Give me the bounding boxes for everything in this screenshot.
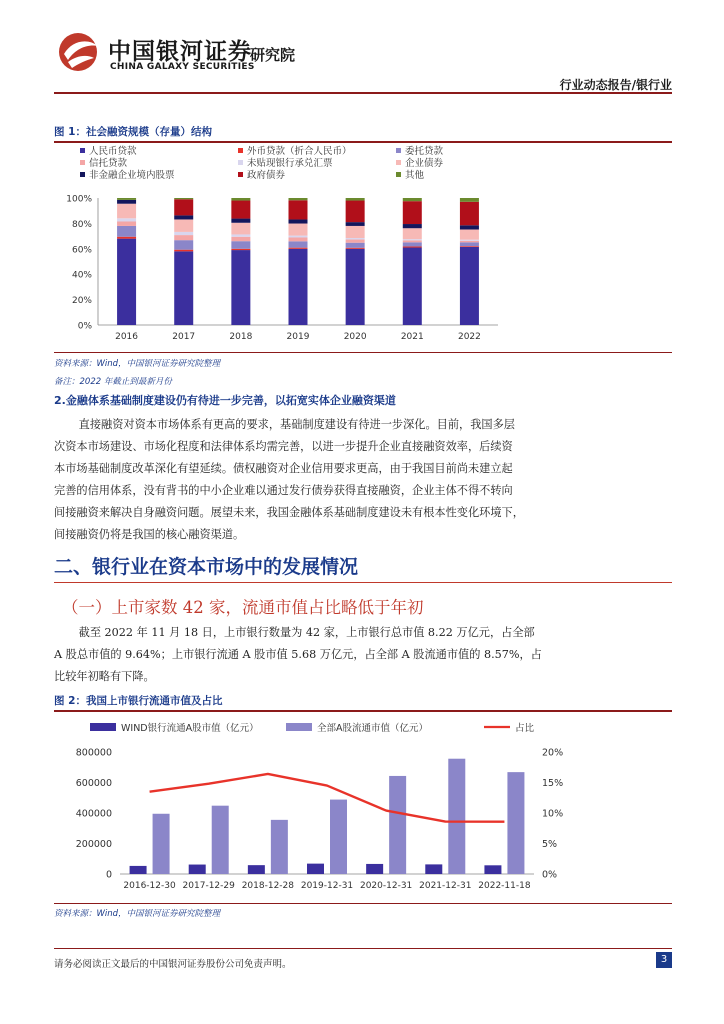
- legend-swatch: [238, 148, 243, 153]
- bar-segment: [346, 248, 365, 249]
- legend-swatch: [396, 172, 401, 177]
- galaxy-logo-icon: [54, 30, 104, 74]
- bar-segment: [289, 200, 308, 219]
- bar-segment: [289, 241, 308, 247]
- bar-segment: [289, 224, 308, 236]
- bar: [130, 866, 147, 874]
- bar: [389, 776, 406, 874]
- legend-label: 企业债券: [405, 158, 444, 169]
- x-tick-label: 2016-12-30: [123, 881, 176, 891]
- bar-segment: [231, 250, 250, 325]
- legend-swatch: [286, 723, 312, 731]
- legend-label: WIND银行流通A股市值（亿元）: [121, 723, 259, 734]
- y-tick-label: 80%: [71, 219, 92, 230]
- y-tick-label: 60%: [71, 245, 92, 256]
- x-tick-label: 2017: [172, 332, 196, 342]
- report-type: 行业动态报告/银行业: [559, 78, 672, 92]
- legend-swatch: [238, 160, 243, 165]
- bar-segment: [231, 234, 250, 236]
- bar-segment: [403, 242, 422, 246]
- legend-swatch: [80, 148, 85, 153]
- bar-segment: [346, 240, 365, 243]
- section-paragraph: [54, 622, 672, 688]
- y-tick-label: 0%: [77, 321, 92, 332]
- bar-segment: [346, 243, 365, 248]
- legend-swatch: [238, 172, 243, 177]
- x-tick-label: 2022: [457, 332, 481, 342]
- bar-segment: [460, 242, 479, 246]
- bar-segment: [346, 226, 365, 238]
- bar: [448, 759, 465, 874]
- bar-segment: [117, 218, 136, 221]
- y-right-tick-label: 15%: [542, 778, 564, 789]
- bar-segment: [403, 224, 422, 228]
- x-tick-label: 2019-12-31: [300, 881, 354, 891]
- bar-segment: [174, 251, 193, 325]
- bar-segment: [403, 248, 422, 325]
- bar-segment: [289, 236, 308, 238]
- bar-segment: [231, 249, 250, 250]
- paragraph-line: 直接融资对资本市场体系有更高的要求，基础制度建设有待进一步深化。目前，我国多层: [78, 418, 515, 431]
- x-tick-label: 2018-12-28: [241, 881, 295, 891]
- legend-swatch: [80, 160, 85, 165]
- paragraph-line: 次资本市场建设、市场化程度和法律体系均需完善，以进一步提升企业直接融资效率，后续资: [54, 440, 513, 453]
- bar-segment: [460, 229, 479, 239]
- figure1-source: 资料来源：Wind，中国银河证券研究院整理: [54, 359, 221, 369]
- bar-segment: [403, 228, 422, 239]
- bar: [307, 864, 324, 874]
- bar-segment: [231, 237, 250, 241]
- legend-label: 未贴现银行承兑汇票: [247, 158, 333, 169]
- bar-segment: [403, 239, 422, 240]
- y-left-tick-label: 600000: [75, 778, 112, 789]
- bar-segment: [289, 237, 308, 241]
- bar-segment: [174, 198, 193, 199]
- y-tick-label: 20%: [71, 296, 92, 307]
- y-left-tick-label: 0: [105, 869, 112, 881]
- bar-segment: [346, 201, 365, 223]
- bar-segment: [346, 238, 365, 240]
- bar-segment: [460, 247, 479, 325]
- legend-swatch: [90, 723, 116, 731]
- bar-segment: [117, 237, 136, 239]
- subsection-paragraph: [54, 414, 672, 546]
- bar: [189, 865, 206, 874]
- legend-label: 信托贷款: [89, 158, 128, 169]
- figure1-title: 图 1：社会融资规模（存量）结构: [54, 126, 212, 138]
- x-tick-label: 2020: [343, 332, 367, 342]
- bar-segment: [174, 240, 193, 250]
- y-tick-label: 40%: [71, 270, 92, 281]
- bar-segment: [174, 199, 193, 215]
- x-tick-label: 2018: [229, 332, 253, 342]
- figure1-chart: [54, 144, 672, 350]
- bar-segment: [460, 225, 479, 229]
- bar-segment: [460, 202, 479, 225]
- bar-segment: [117, 221, 136, 225]
- section-title: 二、银行业在资本市场中的发展情况: [54, 556, 359, 578]
- bar: [507, 772, 524, 874]
- y-left-tick-label: 200000: [75, 839, 112, 850]
- paragraph-line: 截至 2022 年 11 月 18 日，上市银行数量为 42 家，上市银行总市值 8.22 万亿元，占全部: [78, 626, 535, 639]
- footer-divider: [54, 948, 672, 949]
- paragraph-line: 间接融资仍将是我国的核心融资渠道。: [54, 528, 245, 541]
- bar-segment: [231, 219, 250, 223]
- y-right-tick-label: 20%: [542, 747, 564, 759]
- bar: [212, 806, 229, 874]
- paragraph-line: 比较年初略有下降。: [54, 670, 155, 683]
- bar-segment: [460, 246, 479, 247]
- y-right-tick-label: 5%: [542, 839, 558, 850]
- bar-segment: [346, 249, 365, 325]
- legend-swatch: [396, 160, 401, 165]
- bar-segment: [403, 247, 422, 248]
- page-number: 3: [656, 952, 672, 968]
- logo-english-name: CHINA GALAXY SECURITIES: [110, 62, 255, 72]
- bar-segment: [174, 235, 193, 240]
- paragraph-line: A 股总市值的 9.64%；上市银行流通 A 股市值 5.68 万亿元，占全部 A 股流通市值的 8.57%，占: [54, 648, 542, 661]
- bar-segment: [403, 198, 422, 201]
- bar-segment: [231, 201, 250, 219]
- logo-company-name: 中国银河证券: [108, 39, 252, 65]
- bar-segment: [460, 240, 479, 241]
- legend-label: 政府债券: [247, 170, 286, 181]
- y-left-tick-label: 800000: [75, 747, 112, 759]
- y-right-tick-label: 10%: [542, 808, 564, 820]
- figure1-top-rule: [54, 141, 672, 143]
- x-tick-label: 2016: [115, 332, 139, 342]
- subsection-heading: 2.金融体系基础制度建设仍有待进一步完善，以拓宽实体企业融资渠道: [54, 394, 396, 407]
- bar: [425, 864, 442, 874]
- section-subtitle: （一）上市家数 42 家，流通市值占比略低于年初: [62, 598, 424, 617]
- bar-segment: [289, 248, 308, 249]
- legend-swatch: [396, 148, 401, 153]
- bar-segment: [346, 198, 365, 201]
- y-right-tick-label: 0%: [542, 869, 558, 881]
- bar: [248, 865, 265, 874]
- logo-institute: 研究院: [250, 46, 296, 64]
- bar-segment: [231, 198, 250, 201]
- section-divider: [54, 582, 672, 583]
- bar: [153, 814, 170, 874]
- bar-segment: [231, 241, 250, 249]
- bar-segment: [460, 198, 479, 202]
- bar-segment: [174, 215, 193, 219]
- x-tick-label: 2022-11-18: [478, 881, 531, 891]
- x-tick-label: 2020-12-31: [359, 881, 413, 891]
- figure2-top-rule: [54, 710, 672, 712]
- bar-segment: [117, 239, 136, 325]
- figure2-source: 资料来源：Wind，中国银河证券研究院整理: [54, 909, 221, 919]
- paragraph-line: 间接融资来解决自身融资问题。展望未来，我国金融体系基础制度建设未有根本性变化环境下，: [54, 506, 524, 519]
- paragraph-line: 本市场基础制度改革深化有望延续。债权融资对企业信用要求更高，由于我国目前尚未建立起: [54, 462, 513, 475]
- bar-segment: [289, 219, 308, 223]
- y-left-tick-label: 400000: [75, 808, 112, 820]
- bar-segment: [403, 201, 422, 224]
- x-tick-label: 2017-12-29: [182, 881, 235, 891]
- legend-label: 外币贷款（折合人民币）: [247, 146, 352, 157]
- bar-segment: [231, 223, 250, 235]
- bar-segment: [403, 240, 422, 242]
- x-tick-label: 2021-12-31: [419, 881, 472, 891]
- figure2-chart: [54, 713, 672, 901]
- legend-label: 人民币贷款: [89, 146, 137, 157]
- legend-swatch: [80, 172, 85, 177]
- bar-segment: [289, 249, 308, 325]
- bar-segment: [117, 226, 136, 237]
- figure1-bottom-rule: [54, 352, 672, 353]
- bar-segment: [174, 219, 193, 231]
- bar-segment: [174, 250, 193, 252]
- bar-segment: [174, 232, 193, 235]
- figure1-note: 备注：2022 年截止到最新月份: [54, 377, 172, 387]
- bar-segment: [117, 200, 136, 204]
- bar-segment: [346, 222, 365, 226]
- bar: [366, 864, 383, 874]
- bar-segment: [289, 198, 308, 200]
- legend-label: 占比: [515, 723, 535, 734]
- bar: [271, 820, 288, 874]
- bar-segment: [117, 204, 136, 219]
- paragraph-line: 完善的信用体系，没有背书的中小企业难以通过发行债券获得直接融资，企业主体不得不转向: [54, 484, 513, 497]
- y-tick-label: 100%: [66, 194, 92, 205]
- bar-segment: [117, 198, 136, 200]
- legend-label: 非金融企业境内股票: [89, 170, 175, 181]
- x-tick-label: 2019: [286, 332, 310, 342]
- bar: [484, 865, 501, 874]
- legend-label: 全部A股流通市值（亿元）: [317, 723, 428, 734]
- figure2-bottom-rule: [54, 903, 672, 904]
- bar: [330, 800, 347, 874]
- legend-label: 委托贷款: [405, 146, 444, 157]
- header-divider: [54, 92, 672, 94]
- footer-disclaimer: 请务必阅读正文最后的中国银河证券股份公司免责声明。: [54, 959, 292, 970]
- bar-segment: [460, 241, 479, 243]
- legend-label: 其他: [405, 170, 425, 181]
- figure2-title: 图 2：我国上市银行流通市值及占比: [54, 695, 223, 707]
- x-tick-label: 2021: [400, 332, 424, 342]
